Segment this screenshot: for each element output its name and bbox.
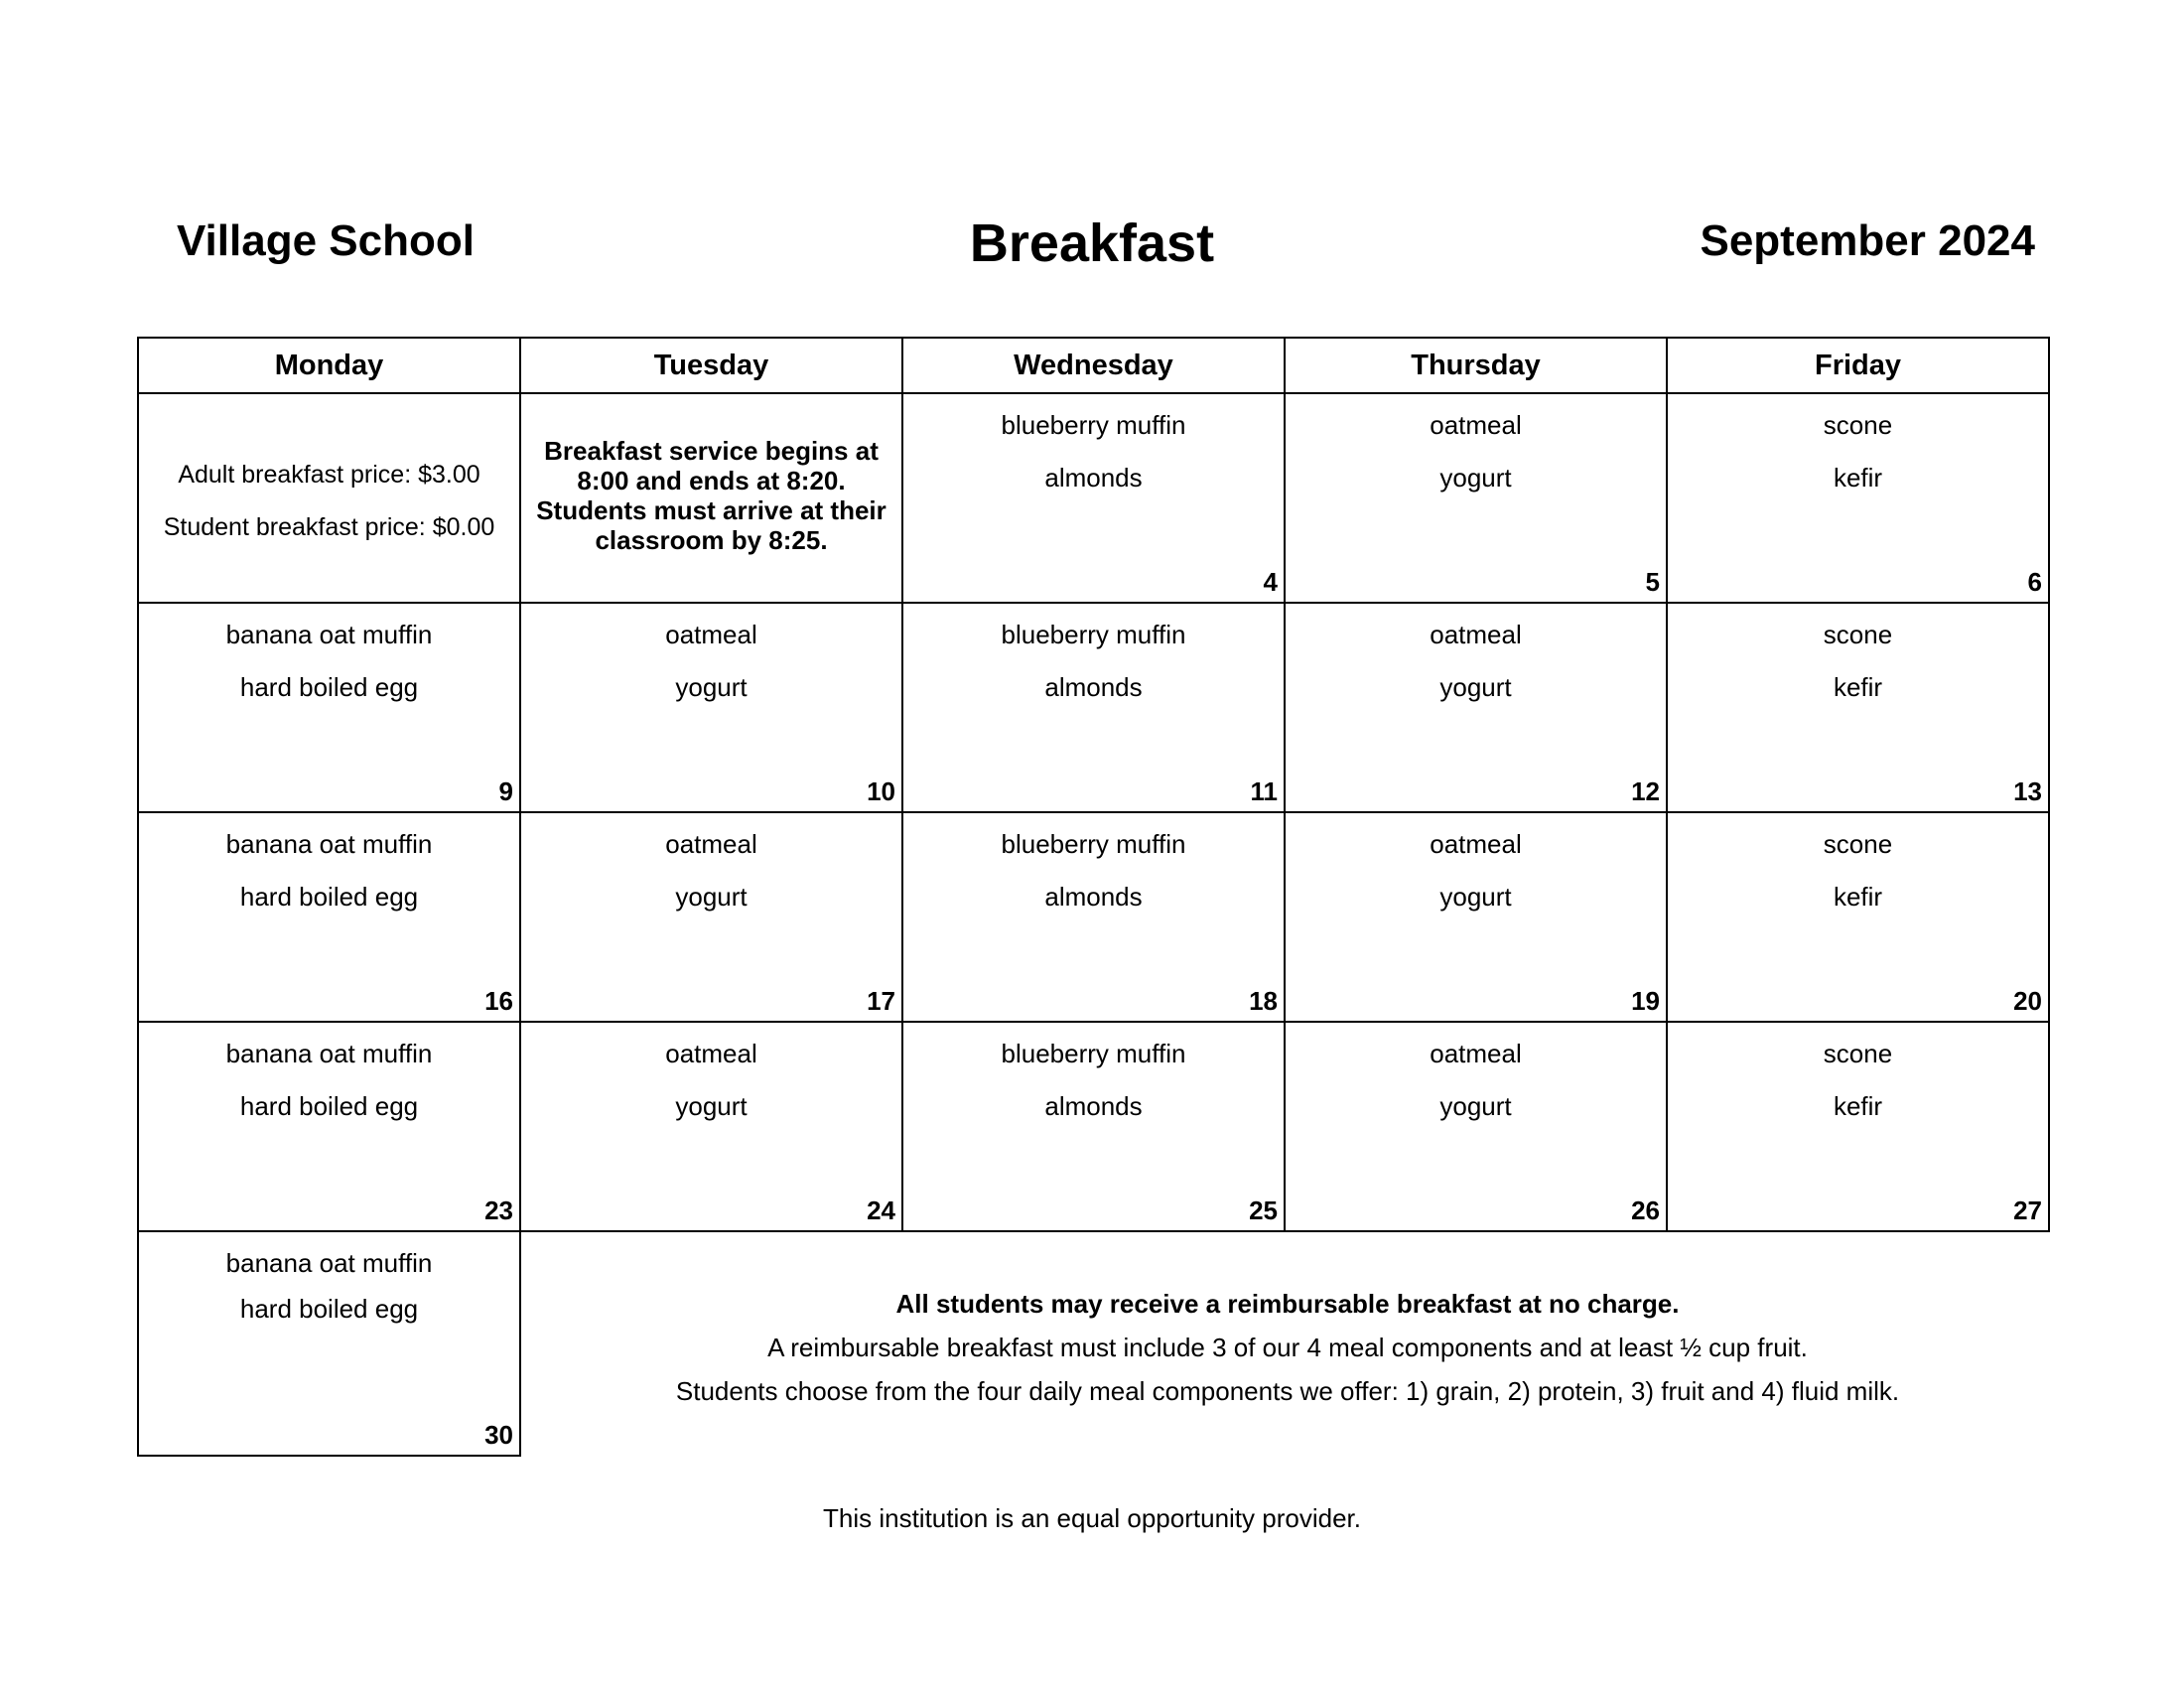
menu-item: scone	[1823, 1039, 1893, 1068]
date-number: 16	[484, 986, 513, 1016]
day-cell	[1667, 1022, 2049, 1231]
menu-item: blueberry muffin	[1001, 620, 1186, 649]
menu-item: scone	[1823, 410, 1893, 440]
menu-item: almonds	[1044, 882, 1143, 912]
school-name: Village School	[177, 216, 475, 265]
menu-item: kefir	[1833, 1091, 1883, 1121]
menu-item: scone	[1823, 829, 1893, 859]
day-cell	[1285, 1022, 1667, 1231]
menu-item: almonds	[1044, 1091, 1143, 1121]
notes-line: Students choose from the four daily meal components we offer: 1) grain, 2) protein, 3) fruit and 4) fluid milk.	[675, 1376, 1900, 1406]
menu-item: yogurt	[675, 882, 748, 912]
date-number: 12	[1631, 776, 1660, 806]
date-number: 24	[867, 1196, 895, 1225]
date-number: 19	[1631, 986, 1660, 1016]
week-row	[138, 812, 2049, 1022]
page-title: Breakfast	[969, 213, 1215, 273]
day-cell	[1667, 812, 2049, 1022]
weekday-tuesday: Tuesday	[520, 338, 902, 393]
day-cell	[138, 1022, 520, 1231]
date-number: 18	[1249, 986, 1278, 1016]
menu-item: banana oat muffin	[225, 1039, 433, 1068]
menu-item: hard boiled egg	[239, 1091, 419, 1121]
date-number: 26	[1631, 1196, 1660, 1225]
menu-item: hard boiled egg	[239, 672, 419, 702]
service-hours-note: Breakfast service begins at 8:00 and ends at 8:20. Students must arrive at their classroom by 8:25.	[536, 436, 887, 555]
menu-item: almonds	[1044, 463, 1143, 492]
adult-price: Adult breakfast price: $3.00	[178, 461, 480, 489]
day-cell	[138, 1231, 520, 1456]
menu-item: kefir	[1833, 672, 1883, 702]
menu-item: hard boiled egg	[239, 882, 419, 912]
menu-item: oatmeal	[1430, 620, 1522, 649]
day-cell	[1285, 603, 1667, 812]
menu-item: banana oat muffin	[225, 620, 433, 649]
date-number: 10	[867, 776, 895, 806]
date-number: 30	[484, 1420, 513, 1450]
menu-item: oatmeal	[665, 829, 757, 859]
day-cell	[902, 603, 1285, 812]
weekday-header-row	[138, 338, 2049, 393]
menu-item: scone	[1823, 620, 1893, 649]
menu-item: hard boiled egg	[239, 1294, 419, 1324]
date-number: 27	[2013, 1196, 2042, 1225]
menu-item: oatmeal	[665, 1039, 757, 1068]
service-hours-cell	[520, 393, 902, 603]
menu-item: yogurt	[1439, 1091, 1512, 1121]
menu-item: kefir	[1833, 882, 1883, 912]
menu-item: yogurt	[1439, 882, 1512, 912]
price-info-cell	[138, 393, 520, 603]
day-cell	[902, 812, 1285, 1022]
day-cell	[138, 812, 520, 1022]
menu-item: blueberry muffin	[1001, 829, 1186, 859]
notes-line: A reimbursable breakfast must include 3 of our 4 meal components and at least ½ cup fruit.	[767, 1333, 1808, 1362]
date-number: 4	[1263, 567, 1278, 597]
date-number: 17	[867, 986, 895, 1016]
notes-headline: All students may receive a reimbursable breakfast at no charge.	[895, 1289, 1680, 1319]
weekday-thursday: Thursday	[1285, 338, 1667, 393]
day-cell	[520, 1022, 902, 1231]
day-cell	[520, 603, 902, 812]
menu-item: almonds	[1044, 672, 1143, 702]
menu-item: oatmeal	[1430, 410, 1522, 440]
day-cell	[1667, 603, 2049, 812]
day-cell	[1667, 393, 2049, 603]
date-number: 6	[2027, 567, 2042, 597]
month-label: September 2024	[1700, 216, 2035, 265]
menu-item: yogurt	[1439, 463, 1512, 492]
menu-item: blueberry muffin	[1001, 1039, 1186, 1068]
week-row	[138, 393, 2049, 603]
footer-statement: This institution is an equal opportunity provider.	[823, 1503, 1361, 1533]
week-row	[138, 603, 2049, 812]
day-cell	[1285, 393, 1667, 603]
day-cell	[902, 1022, 1285, 1231]
date-number: 20	[2013, 986, 2042, 1016]
menu-item: banana oat muffin	[225, 1248, 433, 1278]
weekday-monday: Monday	[138, 338, 520, 393]
menu-item: oatmeal	[665, 620, 757, 649]
menu-item: oatmeal	[1430, 829, 1522, 859]
menu-item: blueberry muffin	[1001, 410, 1186, 440]
menu-item: yogurt	[1439, 672, 1512, 702]
menu-item: kefir	[1833, 463, 1883, 492]
date-number: 13	[2013, 776, 2042, 806]
menu-item: yogurt	[675, 672, 748, 702]
week-row	[138, 1022, 2049, 1231]
date-number: 23	[484, 1196, 513, 1225]
day-cell	[902, 393, 1285, 603]
date-number: 11	[1250, 776, 1278, 806]
day-cell	[520, 812, 902, 1022]
reimbursable-notes	[520, 1289, 2055, 1420]
weekday-wednesday: Wednesday	[902, 338, 1285, 393]
date-number: 5	[1645, 567, 1660, 597]
day-cell	[138, 603, 520, 812]
weekday-friday: Friday	[1667, 338, 2049, 393]
menu-item: banana oat muffin	[225, 829, 433, 859]
day-cell	[1285, 812, 1667, 1022]
date-number: 25	[1249, 1196, 1278, 1225]
date-number: 9	[498, 776, 513, 806]
menu-item: yogurt	[675, 1091, 748, 1121]
menu-item: oatmeal	[1430, 1039, 1522, 1068]
student-price: Student breakfast price: $0.00	[163, 513, 495, 541]
